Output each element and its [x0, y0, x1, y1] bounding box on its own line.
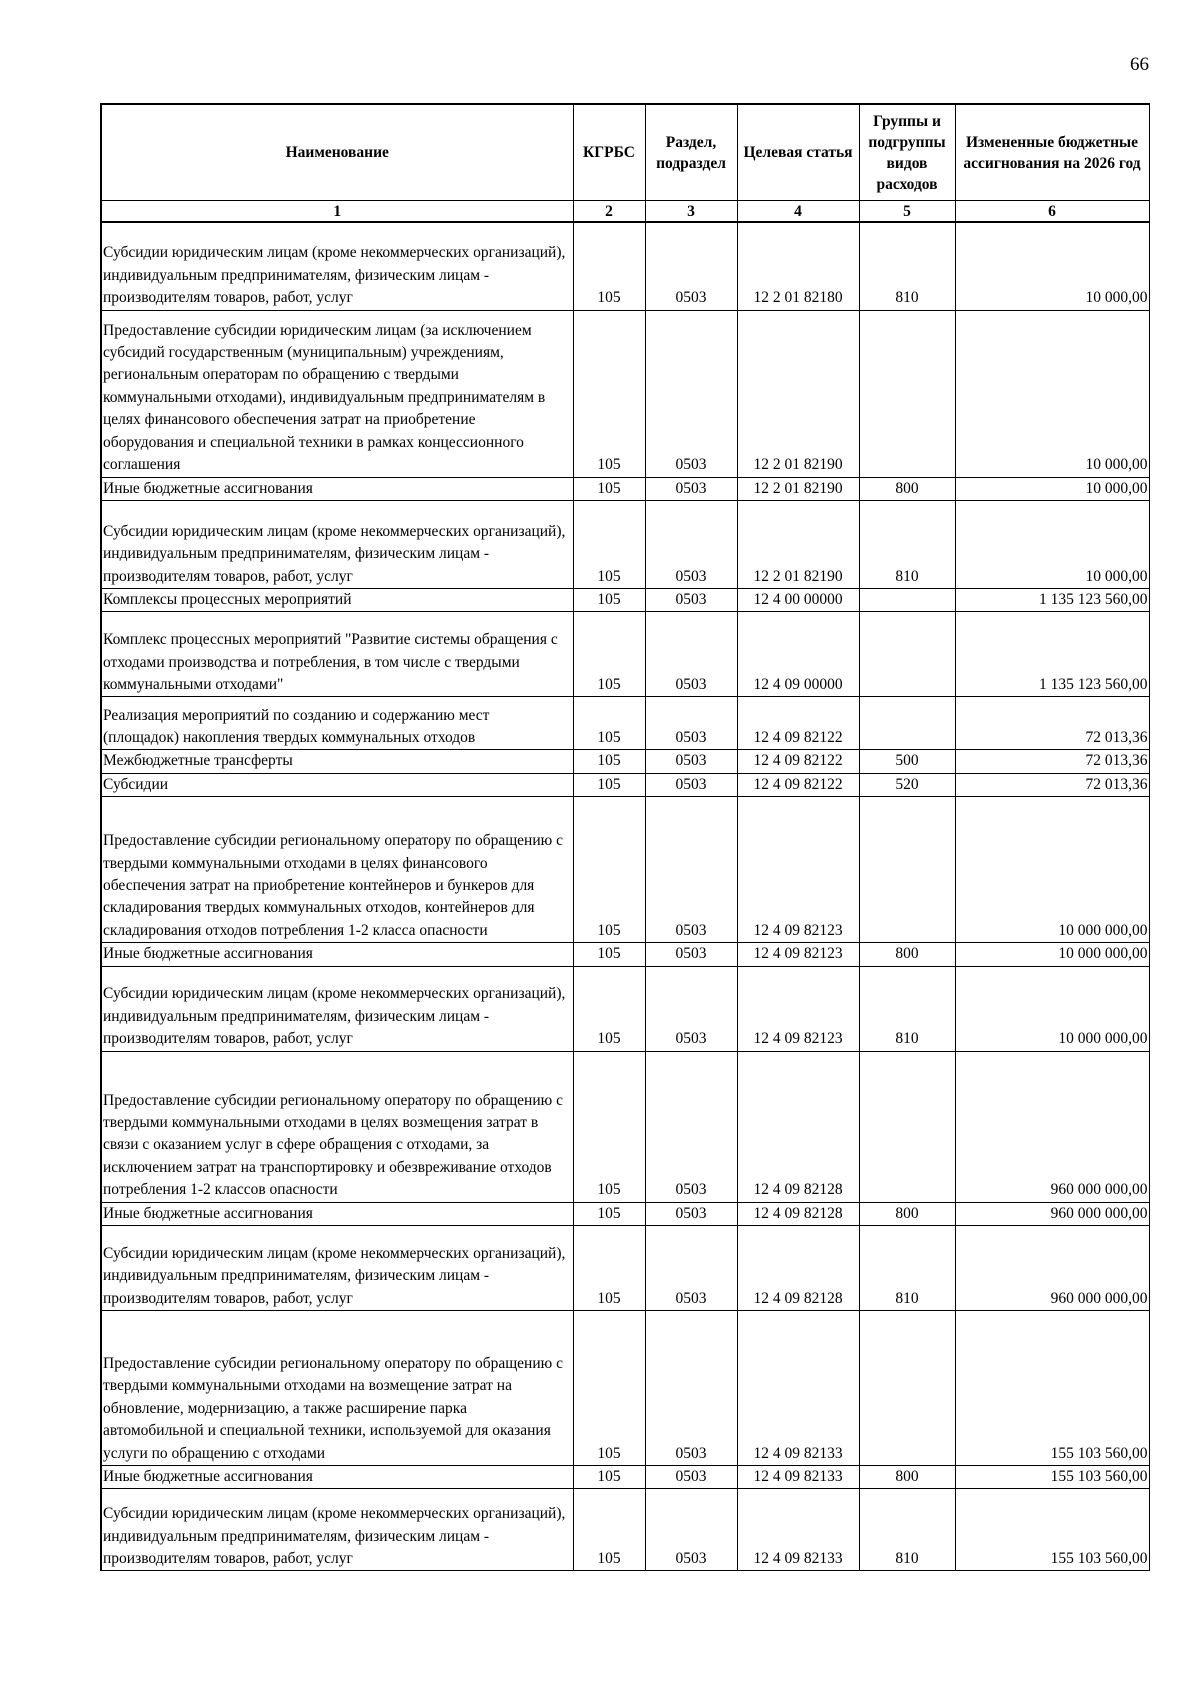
- row-kgrbs: 105: [573, 310, 645, 477]
- row-expense-type: 800: [859, 1465, 955, 1488]
- table-row: [101, 222, 1149, 310]
- table-row: [101, 697, 1149, 750]
- column-number: 2: [573, 201, 645, 223]
- row-target-article: 12 4 09 82123: [737, 943, 859, 966]
- row-razdel: 0503: [645, 1225, 737, 1310]
- table-body: [101, 222, 1149, 1571]
- row-razdel: 0503: [645, 310, 737, 477]
- header-amount: Измененные бюджетные ассигнования на 2026 год: [955, 104, 1149, 201]
- row-name: Иные бюджетные ассигнования: [101, 1202, 573, 1225]
- row-amount: 155 103 560,00: [955, 1465, 1149, 1488]
- row-kgrbs: 105: [573, 943, 645, 966]
- row-kgrbs: 105: [573, 797, 645, 943]
- row-name: Субсидии: [101, 773, 573, 796]
- row-kgrbs: 105: [573, 966, 645, 1051]
- row-amount: 960 000 000,00: [955, 1202, 1149, 1225]
- row-razdel: 0503: [645, 222, 737, 310]
- row-name: Предоставление субсидии региональному оператору по обращению с твердыми коммунальными отходами на возмещение затрат на обновление, модернизацию, а также расширение парка автомобильной и специальной техники, используемой для оказания услуги по обращению с отходами: [101, 1310, 573, 1465]
- row-kgrbs: 105: [573, 773, 645, 796]
- table-row: [101, 1489, 1149, 1571]
- row-target-article: 12 4 09 82123: [737, 797, 859, 943]
- row-target-article: 12 4 09 82128: [737, 1225, 859, 1310]
- row-target-article: 12 4 09 82133: [737, 1465, 859, 1488]
- header-vid: Группы и подгруппы видов расходов: [859, 104, 955, 201]
- row-expense-type: 810: [859, 1225, 955, 1310]
- row-name: Комплекс процессных мероприятий "Развитие системы обращения с отходами производства и потребления, в том числе с твердыми коммунальными отходами": [101, 612, 573, 697]
- header-kgrbs: КГРБС: [573, 104, 645, 201]
- table-row: [101, 612, 1149, 697]
- row-expense-type: 520: [859, 773, 955, 796]
- table-row: [101, 1202, 1149, 1225]
- row-name: Реализация мероприятий по созданию и содержанию мест (площадок) накопления твердых коммунальных отходов: [101, 697, 573, 750]
- row-kgrbs: 105: [573, 222, 645, 310]
- row-amount: 10 000,00: [955, 477, 1149, 500]
- row-razdel: 0503: [645, 750, 737, 773]
- row-amount: 72 013,36: [955, 750, 1149, 773]
- table-row: [101, 588, 1149, 611]
- table-row: [101, 1310, 1149, 1465]
- row-target-article: 12 4 09 82128: [737, 1051, 859, 1202]
- column-number: 5: [859, 201, 955, 223]
- table-row: [101, 943, 1149, 966]
- row-name: Субсидии юридическим лицам (кроме некоммерческих организаций), индивидуальным предпринимателям, физическим лицам - производителям товаров, работ, услуг: [101, 1225, 573, 1310]
- row-expense-type: [859, 1051, 955, 1202]
- table-row: [101, 477, 1149, 500]
- row-amount: 1 135 123 560,00: [955, 588, 1149, 611]
- row-kgrbs: 105: [573, 1489, 645, 1571]
- row-target-article: 12 4 09 82133: [737, 1489, 859, 1571]
- row-name: Комплексы процессных мероприятий: [101, 588, 573, 611]
- row-kgrbs: 105: [573, 750, 645, 773]
- row-razdel: 0503: [645, 477, 737, 500]
- row-razdel: 0503: [645, 773, 737, 796]
- table-row: [101, 1051, 1149, 1202]
- table-row: [101, 797, 1149, 943]
- row-name: Субсидии юридическим лицам (кроме некоммерческих организаций), индивидуальным предпринимателям, физическим лицам - производителям товаров, работ, услуг: [101, 500, 573, 588]
- row-kgrbs: 105: [573, 1051, 645, 1202]
- header-target: Целевая статья: [737, 104, 859, 201]
- row-kgrbs: 105: [573, 697, 645, 750]
- row-expense-type: 810: [859, 222, 955, 310]
- row-razdel: 0503: [645, 500, 737, 588]
- table-row: [101, 310, 1149, 477]
- row-kgrbs: 105: [573, 612, 645, 697]
- row-target-article: 12 4 09 82122: [737, 750, 859, 773]
- row-expense-type: [859, 797, 955, 943]
- row-amount: 10 000,00: [955, 222, 1149, 310]
- row-target-article: 12 2 01 82190: [737, 500, 859, 588]
- row-expense-type: 810: [859, 500, 955, 588]
- header-name: Наименование: [101, 104, 573, 201]
- row-amount: 155 103 560,00: [955, 1310, 1149, 1465]
- row-kgrbs: 105: [573, 1202, 645, 1225]
- row-target-article: 12 4 09 82122: [737, 773, 859, 796]
- row-expense-type: 500: [859, 750, 955, 773]
- row-kgrbs: 105: [573, 1310, 645, 1465]
- row-expense-type: 810: [859, 966, 955, 1051]
- row-name: Иные бюджетные ассигнования: [101, 477, 573, 500]
- row-amount: 10 000 000,00: [955, 966, 1149, 1051]
- row-name: Предоставление субсидии региональному оператору по обращению с твердыми коммунальными отходами в целях финансового обеспечения затрат на приобретение контейнеров и бункеров для складирования твердых коммунальных отходов, контейнеров для складирования отходов потребления 1-2 класса опасности: [101, 797, 573, 943]
- column-number-row: [101, 201, 1149, 223]
- row-razdel: 0503: [645, 1051, 737, 1202]
- row-amount: 10 000 000,00: [955, 797, 1149, 943]
- row-expense-type: [859, 697, 955, 750]
- row-kgrbs: 105: [573, 1465, 645, 1488]
- budget-table: [100, 103, 1150, 1571]
- row-razdel: 0503: [645, 797, 737, 943]
- row-target-article: 12 4 09 82128: [737, 1202, 859, 1225]
- header-row: [101, 104, 1149, 201]
- row-amount: 72 013,36: [955, 697, 1149, 750]
- row-expense-type: 800: [859, 943, 955, 966]
- header-razdel: Раздел, подраздел: [645, 104, 737, 201]
- column-number: 4: [737, 201, 859, 223]
- row-amount: 10 000,00: [955, 500, 1149, 588]
- page-number: 66: [1130, 54, 1149, 75]
- row-target-article: 12 2 01 82180: [737, 222, 859, 310]
- row-expense-type: 800: [859, 1202, 955, 1225]
- row-razdel: 0503: [645, 1465, 737, 1488]
- row-target-article: 12 4 09 82123: [737, 966, 859, 1051]
- row-razdel: 0503: [645, 1310, 737, 1465]
- row-kgrbs: 105: [573, 588, 645, 611]
- row-target-article: 12 4 09 82133: [737, 1310, 859, 1465]
- row-name: Межбюджетные трансферты: [101, 750, 573, 773]
- row-target-article: 12 2 01 82190: [737, 310, 859, 477]
- column-number: 1: [101, 201, 573, 223]
- row-amount: 155 103 560,00: [955, 1489, 1149, 1571]
- row-razdel: 0503: [645, 943, 737, 966]
- row-kgrbs: 105: [573, 500, 645, 588]
- row-expense-type: 800: [859, 477, 955, 500]
- column-number: 3: [645, 201, 737, 223]
- row-name: Иные бюджетные ассигнования: [101, 943, 573, 966]
- row-name: Предоставление субсидии юридическим лицам (за исключением субсидий государственным (муниципальным) учреждениям, региональным операторам по обращению с твердыми коммунальными отходами), индивидуальным предпринимателям в целях финансового обеспечения затрат на приобретение оборудования и специальной техники в рамках концессионного соглашения: [101, 310, 573, 477]
- row-name: Субсидии юридическим лицам (кроме некоммерческих организаций), индивидуальным предпринимателям, физическим лицам - производителям товаров, работ, услуг: [101, 966, 573, 1051]
- row-amount: 1 135 123 560,00: [955, 612, 1149, 697]
- row-name: Иные бюджетные ассигнования: [101, 1465, 573, 1488]
- table-row: [101, 966, 1149, 1051]
- row-target-article: 12 4 00 00000: [737, 588, 859, 611]
- table-row: [101, 750, 1149, 773]
- row-target-article: 12 4 09 82122: [737, 697, 859, 750]
- row-amount: 960 000 000,00: [955, 1051, 1149, 1202]
- table-header: [101, 104, 1149, 222]
- row-name: Субсидии юридическим лицам (кроме некоммерческих организаций), индивидуальным предпринимателям, физическим лицам - производителям товаров, работ, услуг: [101, 222, 573, 310]
- row-razdel: 0503: [645, 1202, 737, 1225]
- row-kgrbs: 105: [573, 1225, 645, 1310]
- row-amount: 10 000,00: [955, 310, 1149, 477]
- row-expense-type: [859, 588, 955, 611]
- row-razdel: 0503: [645, 612, 737, 697]
- row-target-article: 12 2 01 82190: [737, 477, 859, 500]
- table-row: [101, 1465, 1149, 1488]
- row-amount: 72 013,36: [955, 773, 1149, 796]
- row-razdel: 0503: [645, 697, 737, 750]
- row-name: Субсидии юридическим лицам (кроме некоммерческих организаций), индивидуальным предпринимателям, физическим лицам - производителям товаров, работ, услуг: [101, 1489, 573, 1571]
- table-row: [101, 773, 1149, 796]
- row-amount: 960 000 000,00: [955, 1225, 1149, 1310]
- row-razdel: 0503: [645, 588, 737, 611]
- column-number: 6: [955, 201, 1149, 223]
- table-row: [101, 1225, 1149, 1310]
- row-target-article: 12 4 09 00000: [737, 612, 859, 697]
- row-razdel: 0503: [645, 966, 737, 1051]
- row-expense-type: [859, 1310, 955, 1465]
- row-razdel: 0503: [645, 1489, 737, 1571]
- row-expense-type: [859, 612, 955, 697]
- row-kgrbs: 105: [573, 477, 645, 500]
- row-amount: 10 000 000,00: [955, 943, 1149, 966]
- row-name: Предоставление субсидии региональному оператору по обращению с твердыми коммунальными отходами в целях возмещения затрат в связи с оказанием услуг в сфере обращения с отходами, за исключением затрат на транспортировку и обезвреживание отходов потребления 1-2 классов опасности: [101, 1051, 573, 1202]
- table-row: [101, 500, 1149, 588]
- row-expense-type: 810: [859, 1489, 955, 1571]
- row-expense-type: [859, 310, 955, 477]
